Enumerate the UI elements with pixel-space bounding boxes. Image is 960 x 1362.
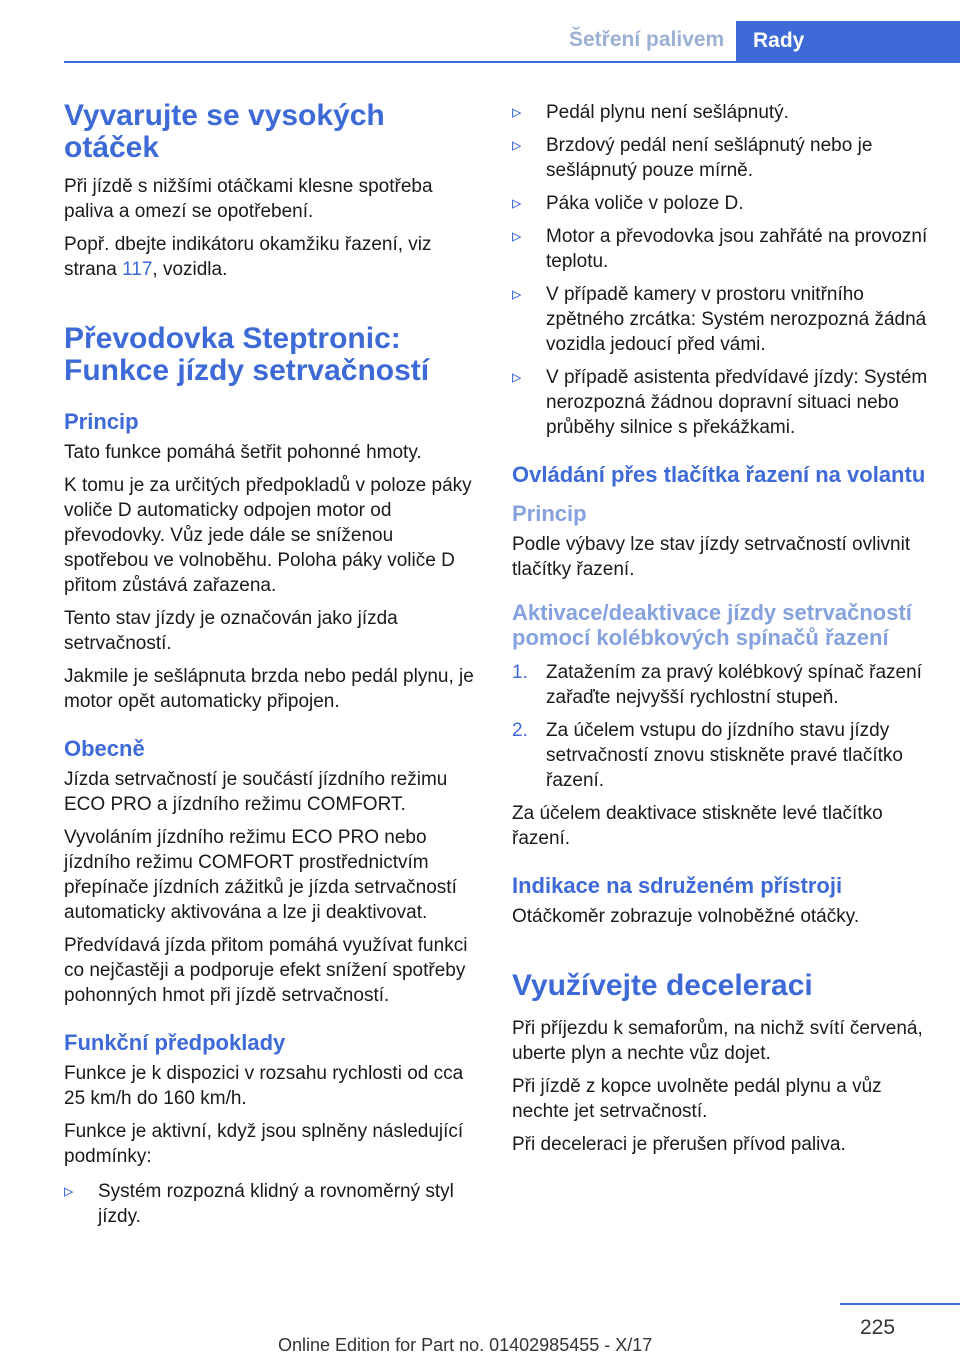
list-item: 1. Zatažením za pravý kolébkový spínač řazení zařaďte nejvyšší rychlostní stupeň.: [512, 662, 922, 708]
paragraph: Při jízdě s nižšími otáčkami klesne spotřeba paliva a omezí se opotřebení.: [64, 176, 433, 222]
paragraph: Předvídavá jízda přitom pomáhá využívat funkci co nejčastěji a podporuje efekt snížení spotřeby pohonných hmot při jízdě setrvačností.: [64, 935, 468, 1006]
paragraph: Tento stav jízdy je označován jako jízda setrvačností.: [64, 608, 398, 654]
paragraph: Funkce je k dispozici v rozsahu rychlosti od cca 25 km/h do 160 km/h.: [64, 1063, 464, 1109]
paragraph: Tato funkce pomáhá šetřit pohonné hmoty.: [64, 442, 422, 463]
section-title: Šetření palivem: [569, 28, 725, 51]
list-item: ▹ V případě kamery v prostoru vnitřního zpětného zrcátka: Systém nerozpozná žádná vozidla jedoucí před vámi.: [512, 284, 927, 355]
paragraph: Jakmile je sešlápnuta brzda nebo pedál plynu, je motor opět automaticky připojen.: [64, 666, 474, 712]
list-item: ▹ Motor a převodovka jsou zahřáté na provozní teplotu.: [512, 226, 928, 272]
list-item: 2. Za účelem vstupu do jízdního stavu jízdy setrvačností znovu stiskněte pravé tlačítko řazení.: [512, 720, 903, 791]
heading-cluster-indication: Indikace na sdruženém přístroji: [512, 873, 843, 898]
list-item: ▹ Páka voliče v poloze D.: [512, 193, 744, 214]
paragraph: Při deceleraci je přerušen přívod paliva.: [512, 1134, 846, 1155]
heading-steptronic-coasting: Převodovka Steptronic: Funkce jízdy setrvačností: [64, 322, 430, 387]
paragraph: Vyvoláním jízdního režimu ECO PRO nebo jízdního režimu COMFORT prostřednictvím přepínače jízdních zážitků je jízda setrvačností automaticky aktivována a lze ji deaktivovat.: [64, 827, 457, 923]
heading-principle: Princip: [512, 501, 587, 526]
step-number: 2.: [512, 720, 528, 741]
paragraph: Při příjezdu k semaforům, na nichž svítí červená, uberte plyn a nechte vůz dojet.: [512, 1018, 923, 1064]
condition-list-continued: [512, 100, 928, 440]
triangle-bullet-icon: ▹: [512, 226, 522, 247]
page-header: [0, 0, 960, 62]
heading-general: Obecně: [64, 736, 145, 761]
step-list: [512, 660, 928, 793]
paragraph-shift-indicator: Popř. dbejte indikátoru okamžiku řazení, viz strana 117, vozidla.: [64, 234, 432, 280]
condition-list: [64, 1179, 480, 1229]
right-column: [512, 100, 928, 1165]
list-item: ▹ Pedál plynu není sešlápnutý.: [512, 102, 789, 123]
triangle-bullet-icon: ▹: [512, 193, 522, 214]
page-link[interactable]: 117: [122, 259, 153, 280]
left-column: [64, 100, 480, 1237]
triangle-bullet-icon: ▹: [512, 367, 522, 388]
triangle-bullet-icon: ▹: [512, 135, 522, 156]
paragraph: Otáčkoměr zobrazuje volnoběžné otáčky.: [512, 906, 860, 927]
header-rule: [64, 61, 960, 63]
heading-deceleration: Využívejte deceleraci: [512, 969, 813, 1002]
paragraph: Funkce je aktivní, když jsou splněny následující podmínky:: [64, 1121, 464, 1167]
paragraph: Při jízdě z kopce uvolněte pedál plynu a vůz nechte jet setrvačností.: [512, 1076, 882, 1122]
edition-footer: Online Edition for Part no. 01402985455 - X/17: [278, 1335, 653, 1355]
paragraph: Podle výbavy lze stav jízdy setrvačností ovlivnit tlačítky řazení.: [512, 534, 911, 580]
triangle-bullet-icon: ▹: [512, 284, 522, 305]
page-number: 225: [860, 1316, 896, 1339]
list-item: ▹ V případě asistenta předvídavé jízdy: Systém nerozpozná žádnou dopravní situaci nebo průběhy silnice s překážkami.: [512, 367, 928, 438]
step-number: 1.: [512, 662, 528, 683]
paragraph: Za účelem deaktivace stiskněte levé tlačítko řazení.: [512, 803, 883, 849]
list-item: ▹ Brzdový pedál není sešlápnutý nebo je sešlápnutý pouze mírně.: [512, 135, 873, 181]
heading-principle: Princip: [64, 409, 139, 434]
paragraph: Jízda setrvačností je součástí jízdního režimu ECO PRO a jízdního režimu COMFORT.: [64, 769, 448, 815]
triangle-bullet-icon: ▹: [64, 1181, 74, 1202]
chapter-tab[interactable]: Rady: [736, 21, 960, 62]
paragraph: K tomu je za určitých předpokladů v poloze páky voliče D automaticky odpojen motor od převodovky. Vůz jede dále se sníženou spotřebou ve volnoběhu. Poloha páky voliče D přitom zůstává zařazena.: [64, 475, 472, 596]
triangle-bullet-icon: ▹: [512, 102, 522, 123]
heading-steering-wheel-paddles: Ovládání přes tlačítka řazení na volantu: [512, 462, 926, 487]
heading-high-revs: Vyvarujte se vysokých otáček: [64, 99, 385, 164]
heading-prerequisites: Funkční předpoklady: [64, 1030, 286, 1055]
list-item: ▹ Systém rozpozná klidný a rovnoměrný styl jízdy.: [64, 1181, 454, 1227]
footer-rule: [840, 1303, 960, 1305]
heading-activation-deactivation: Aktivace/deaktivace jízdy setrvačností pomocí kolébkových spínačů řazení: [512, 600, 912, 650]
